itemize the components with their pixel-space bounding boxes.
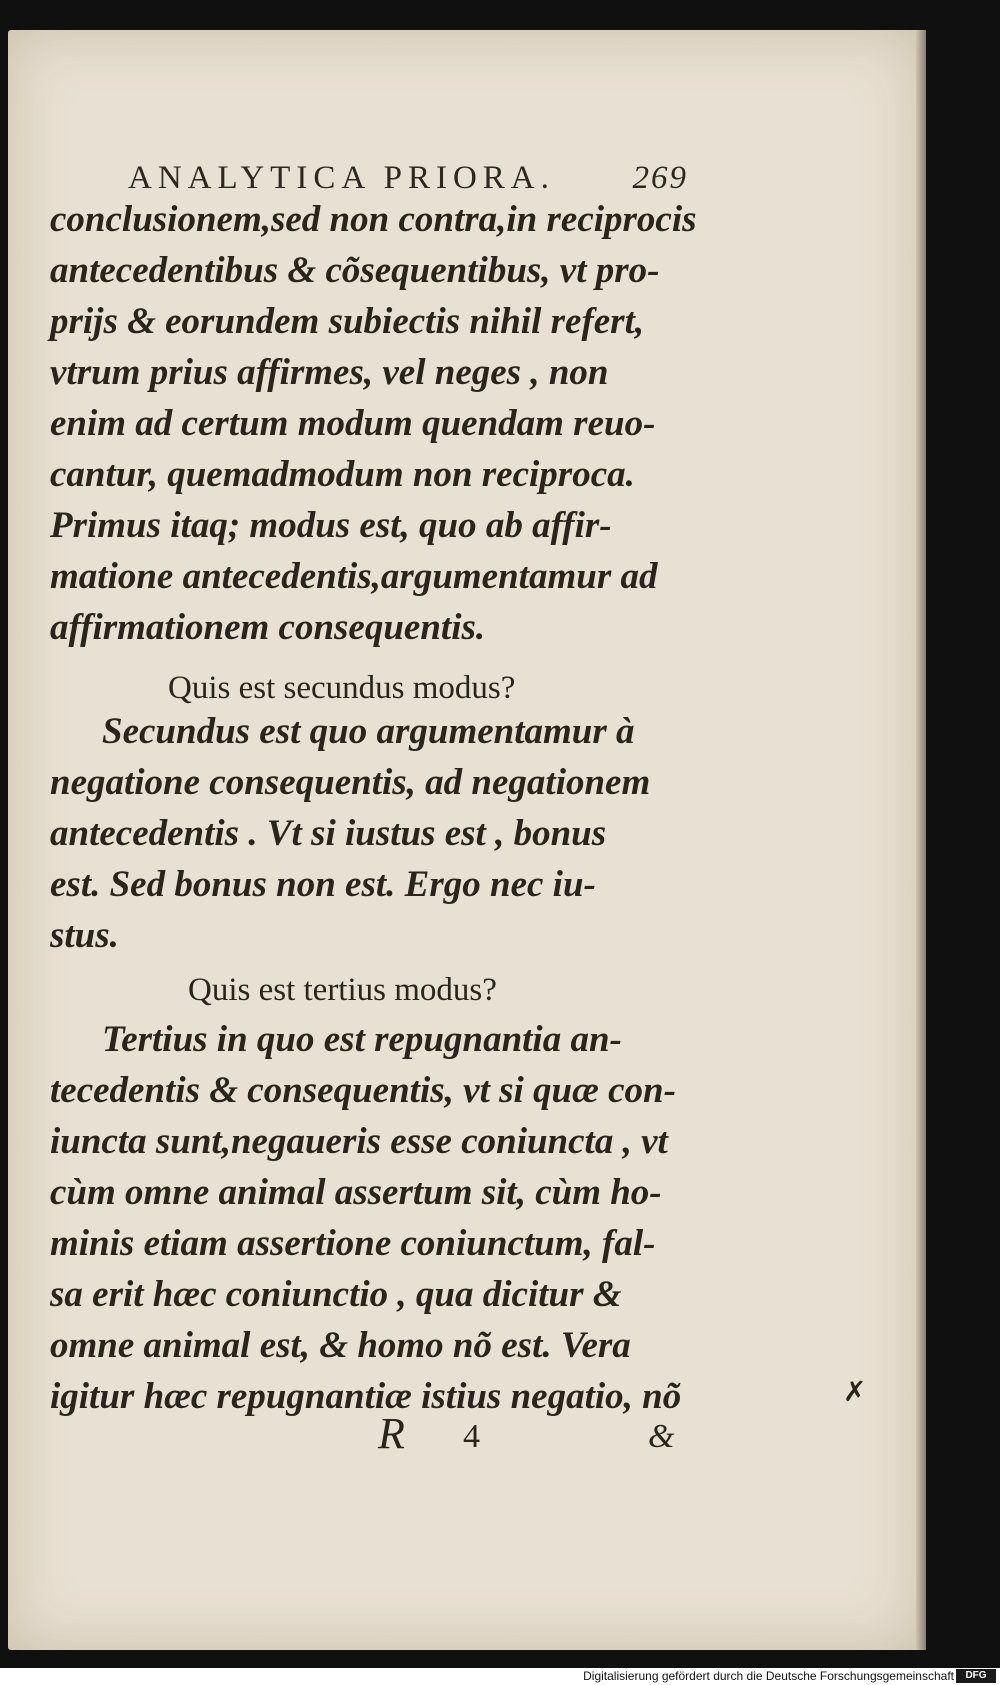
text-line: stus. [50, 915, 119, 956]
catchword: & [648, 1418, 675, 1455]
text-line: Secundus est quo argumentamur à [102, 711, 635, 752]
footer-bar [0, 1668, 1000, 1685]
text-line: cùm omne animal assertum sit, cùm ho- [50, 1172, 662, 1213]
signature-mark: R [378, 1409, 405, 1458]
text-line: omne animal est, & homo nõ est. Vera [50, 1325, 631, 1366]
text-line: negatione consequentis, ad negationem [50, 762, 651, 803]
text-line: minis etiam assertione coniunctum, fal- [50, 1223, 656, 1264]
text-line: Tertius in quo est repugnantia an- [102, 1019, 622, 1060]
text-line: prijs & eorundem subiectis nihil refert, [50, 301, 645, 342]
text-line: enim ad certum modum quendam reuo- [50, 403, 656, 444]
text-line: sa erit hæc coniunctio , qua dicitur & [50, 1274, 622, 1315]
question-heading: Quis est secundus modus? [168, 670, 516, 706]
text-line: conclusionem,sed non contra,in reciprocis [50, 199, 697, 240]
margin-mark: ✗ [843, 1375, 867, 1408]
text-line: affirmationem consequentis. [50, 607, 486, 648]
running-header [128, 160, 688, 197]
text-line: matione antecedentis,argumentamur ad [50, 556, 658, 597]
text-line: cantur, quemadmodum non reciproca. [50, 454, 635, 495]
text-line: est. Sed bonus non est. Ergo nec iu- [50, 864, 596, 905]
signature-number: 4 [463, 1418, 480, 1455]
funding-credit: Digitalisierung gefördert durch die Deutsche Forschungsgemeinschaft [583, 1669, 954, 1683]
page-number: 269 [632, 160, 688, 196]
text-line: Primus itaq; modus est, quo ab affir- [50, 505, 612, 546]
text-line: iuncta sunt,negaueris esse coniuncta , vt [50, 1121, 668, 1162]
dfg-logo-icon: DFG [956, 1669, 996, 1683]
text-line: tecedentis & consequentis, vt si quæ con- [50, 1070, 676, 1111]
running-title: ANALYTICA PRIORA. [128, 160, 555, 196]
text-line: antecedentibus & cõsequentibus, vt pro- [50, 250, 660, 291]
book-page [8, 30, 920, 1650]
text-line: igitur hæc repugnantiæ istius negatio, nõ [50, 1376, 682, 1417]
text-line: vtrum prius affirmes, vel neges , non [50, 352, 609, 393]
page-edge [916, 30, 926, 1650]
question-heading: Quis est tertius modus? [188, 972, 497, 1008]
text-line: antecedentis . Vt si iustus est , bonus [50, 813, 607, 854]
